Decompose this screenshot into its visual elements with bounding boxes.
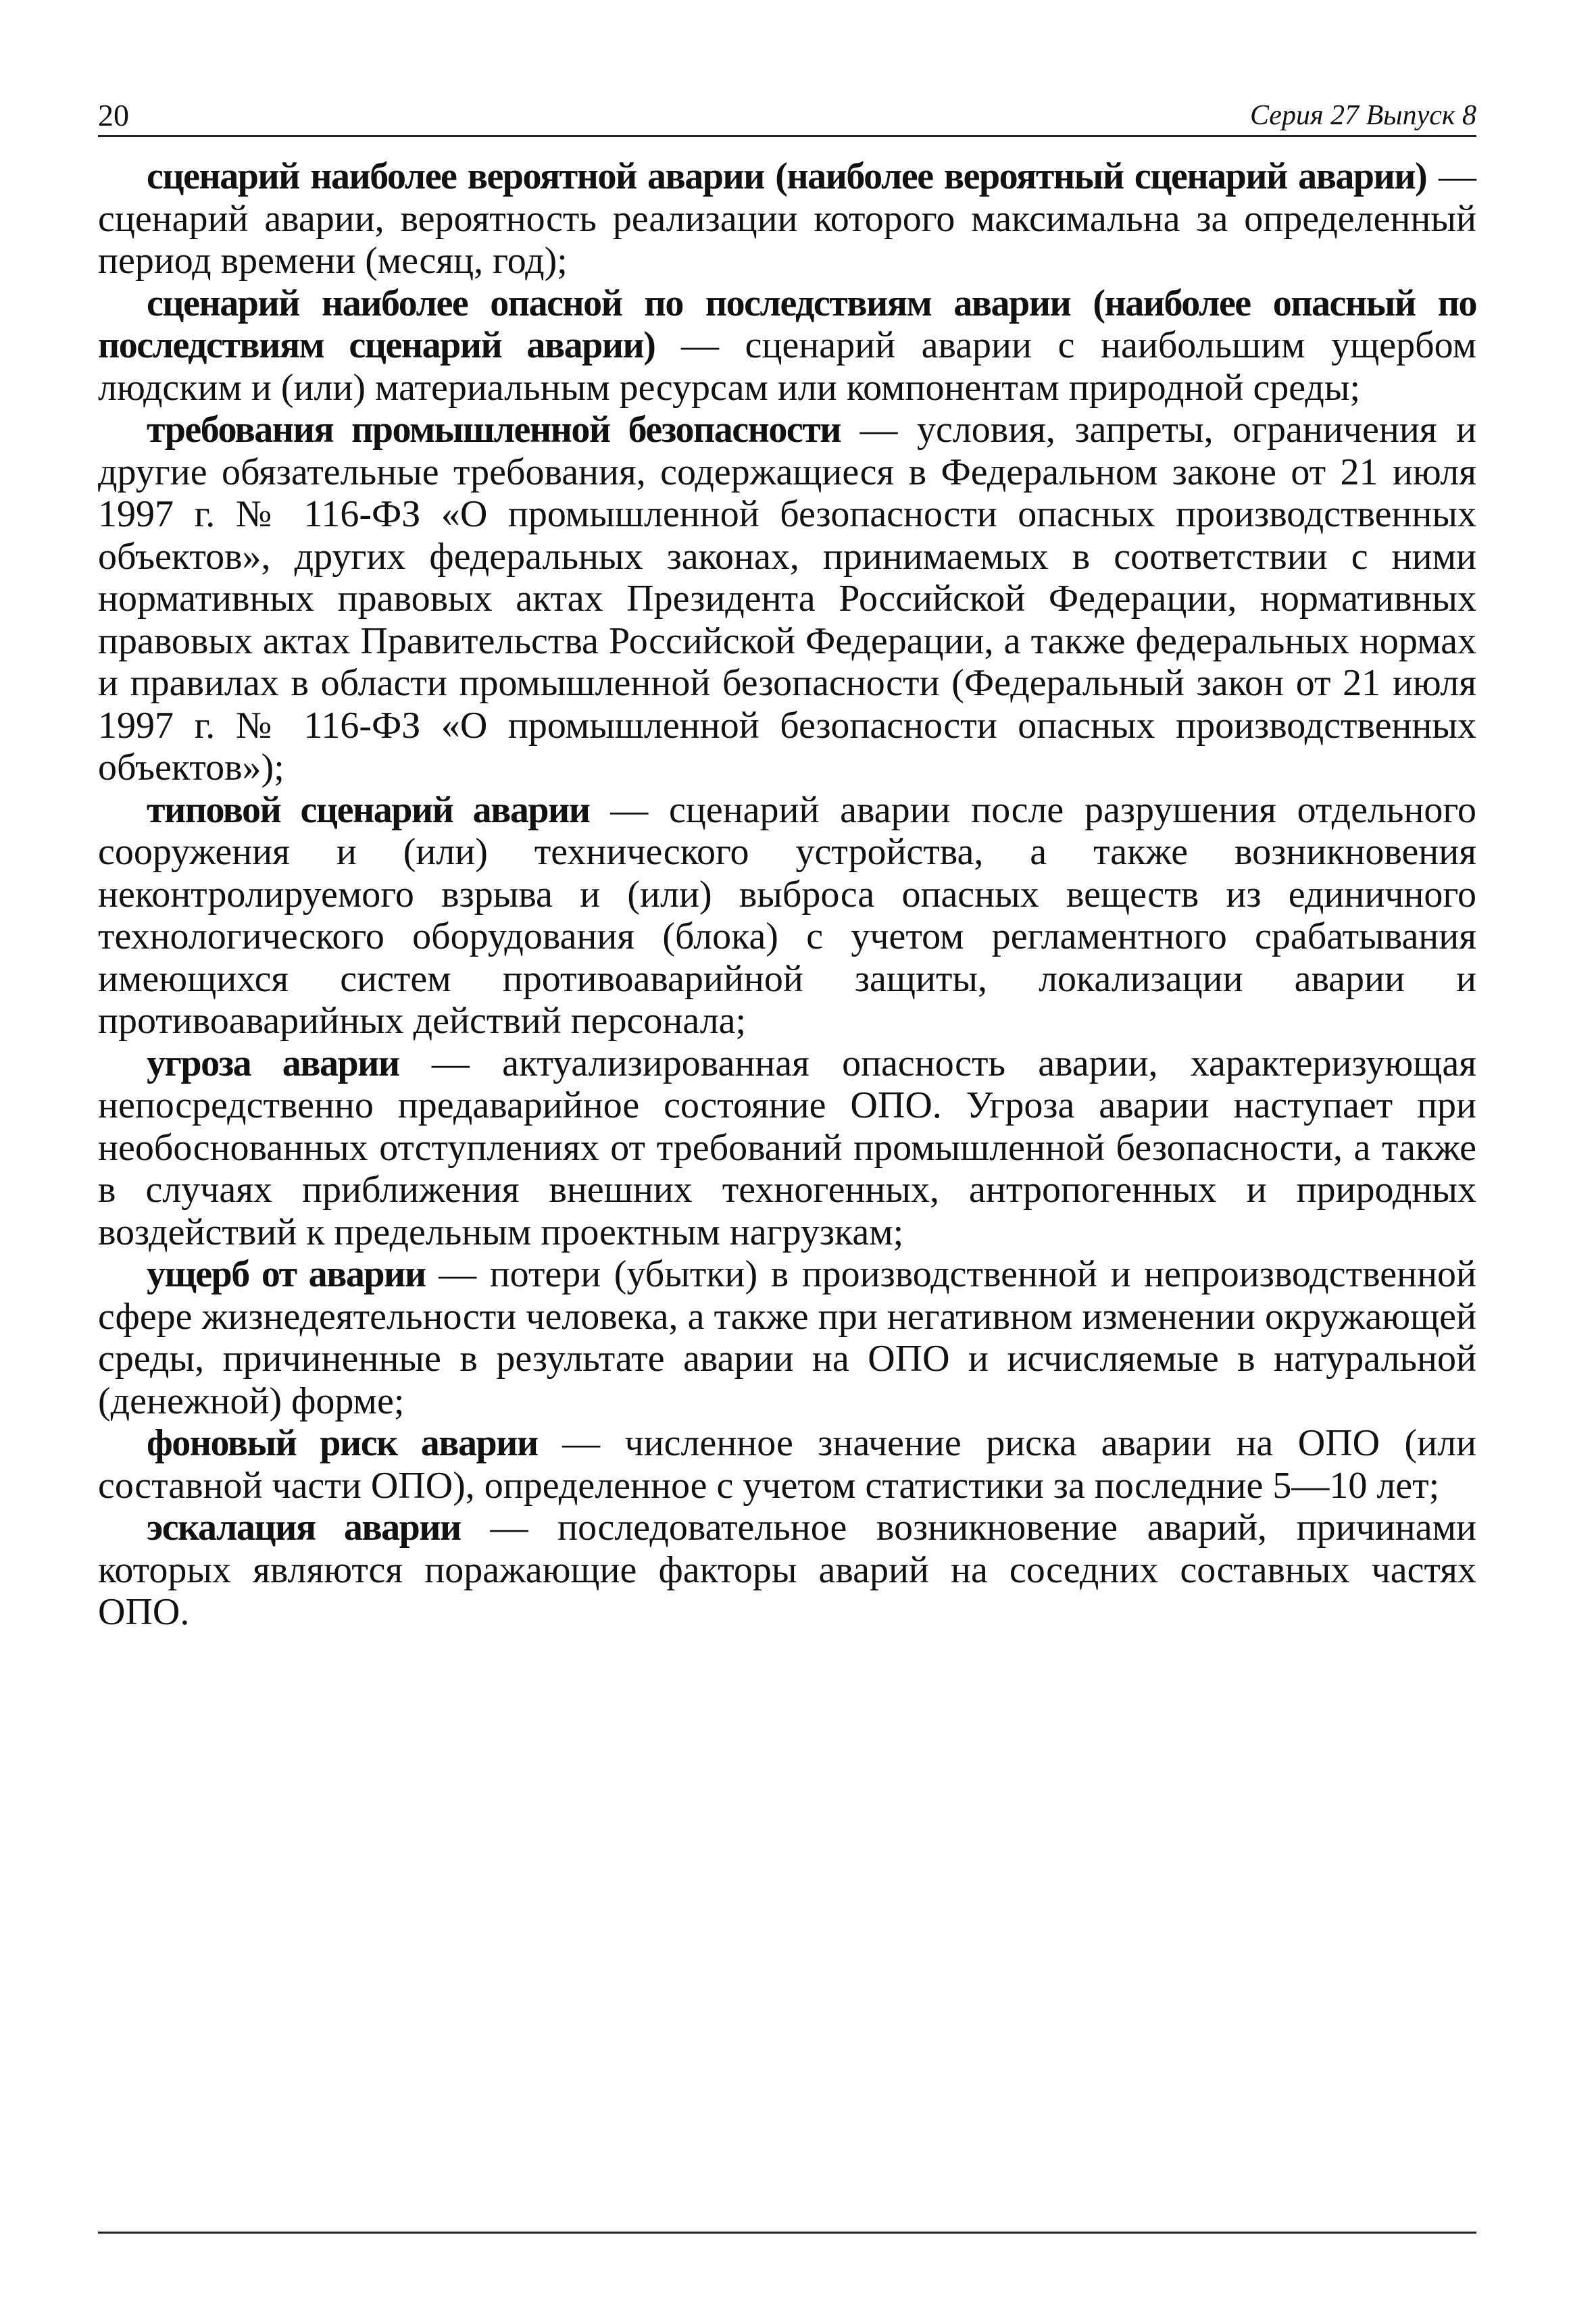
bottom-rule: [98, 2232, 1476, 2234]
definition-text: — условия, запреты, ограничения и другие обязательные требования, содержащиеся в Федеральном законе от 21 июля 1997 г. № 116-ФЗ «О промышленной безопасности опасных производственных объектов», других федеральных законах, принимаемых в соответствии с ними нормативных правовых актах Президента Российской Федерации, нормативных правовых актах Правительства Российской Федерации, а также федеральных нормах и правилах в области промышленной безопасности (Федеральный закон от 21 июля 1997 г. № 116-ФЗ «О промышленной безопасности опасных производственных объектов»);: [98, 409, 1477, 788]
page-number: 20: [98, 98, 129, 132]
definition-accident-damage: [98, 1253, 1476, 1422]
definition-text: — актуализированная опасность аварии, характеризующая непосредственно предаварийное состояние ОПО. Угроза аварии наступает при необоснованных отступлениях от требований промышленной безопасности, а также в случаях приближения внешних техногенных, антропогенных и природных воздействий к предельным проектным нагрузкам;: [98, 1042, 1477, 1253]
definition-term: фоновый риск аварии: [147, 1422, 538, 1464]
page-header: [98, 95, 1476, 137]
definition-term: сценарий наиболее вероятной аварии (наиболее вероятный сценарий аварии): [147, 155, 1427, 197]
definition-background-risk: [98, 1422, 1476, 1507]
definitions-list: [98, 155, 1476, 1634]
definition-most-probable-scenario: [98, 155, 1476, 282]
series-label: Серия 27 Выпуск 8: [1250, 100, 1476, 131]
definition-text: — сценарий аварии после разрушения отдельного сооружения и (или) технического устройства, а также возникновения неконтролируемого взрыва и (или) выброса опасных веществ из единичного технологического оборудования (блока) с учетом регламентного срабатывания имеющихся систем противоаварийной защиты, локализации аварии и противоаварийных действий персонала;: [98, 788, 1477, 1042]
definition-text: — сценарий аварии, вероятность реализации которого максимальна за определенный период времени (месяц, год);: [98, 155, 1476, 282]
definition-term: требования промышленной безопасности: [147, 409, 841, 451]
definition-term: типовой сценарий аварии: [147, 788, 590, 831]
definition-accident-threat: [98, 1042, 1476, 1254]
definition-escalation: [98, 1507, 1476, 1634]
definition-term: эскалация аварии: [147, 1507, 461, 1549]
definition-text: — последовательное возникновение аварий, причинами которых являются поражающие факторы аварий на соседних составных частях ОПО.: [98, 1507, 1476, 1633]
definition-text: — потери (убытки) в производственной и непроизводственной сфере жизнедеятельности человека, а также при негативном изменении окружающей среды, причиненные в результате аварии на ОПО и исчисляемые в натуральной (денежной) форме;: [98, 1253, 1477, 1422]
definition-most-dangerous-scenario: [98, 282, 1476, 409]
definition-text: — сценарий аварии с наибольшим ущербом людским и (или) материальным ресурсам или компонентам природной среды;: [98, 324, 1477, 409]
definition-safety-requirements: [98, 409, 1476, 789]
definition-term: ущерб от аварии: [147, 1253, 426, 1295]
definition-term: сценарий наиболее опасной по последствиям аварии (наиболее опасный по последствиям сценарий аварии): [98, 282, 1476, 366]
definition-text: — численное значение риска аварии на ОПО (или составной части ОПО), определенное с учетом статистики за последние 5—10 лет;: [98, 1422, 1476, 1507]
definition-typical-scenario: [98, 789, 1476, 1042]
definition-term: угроза аварии: [147, 1042, 399, 1084]
